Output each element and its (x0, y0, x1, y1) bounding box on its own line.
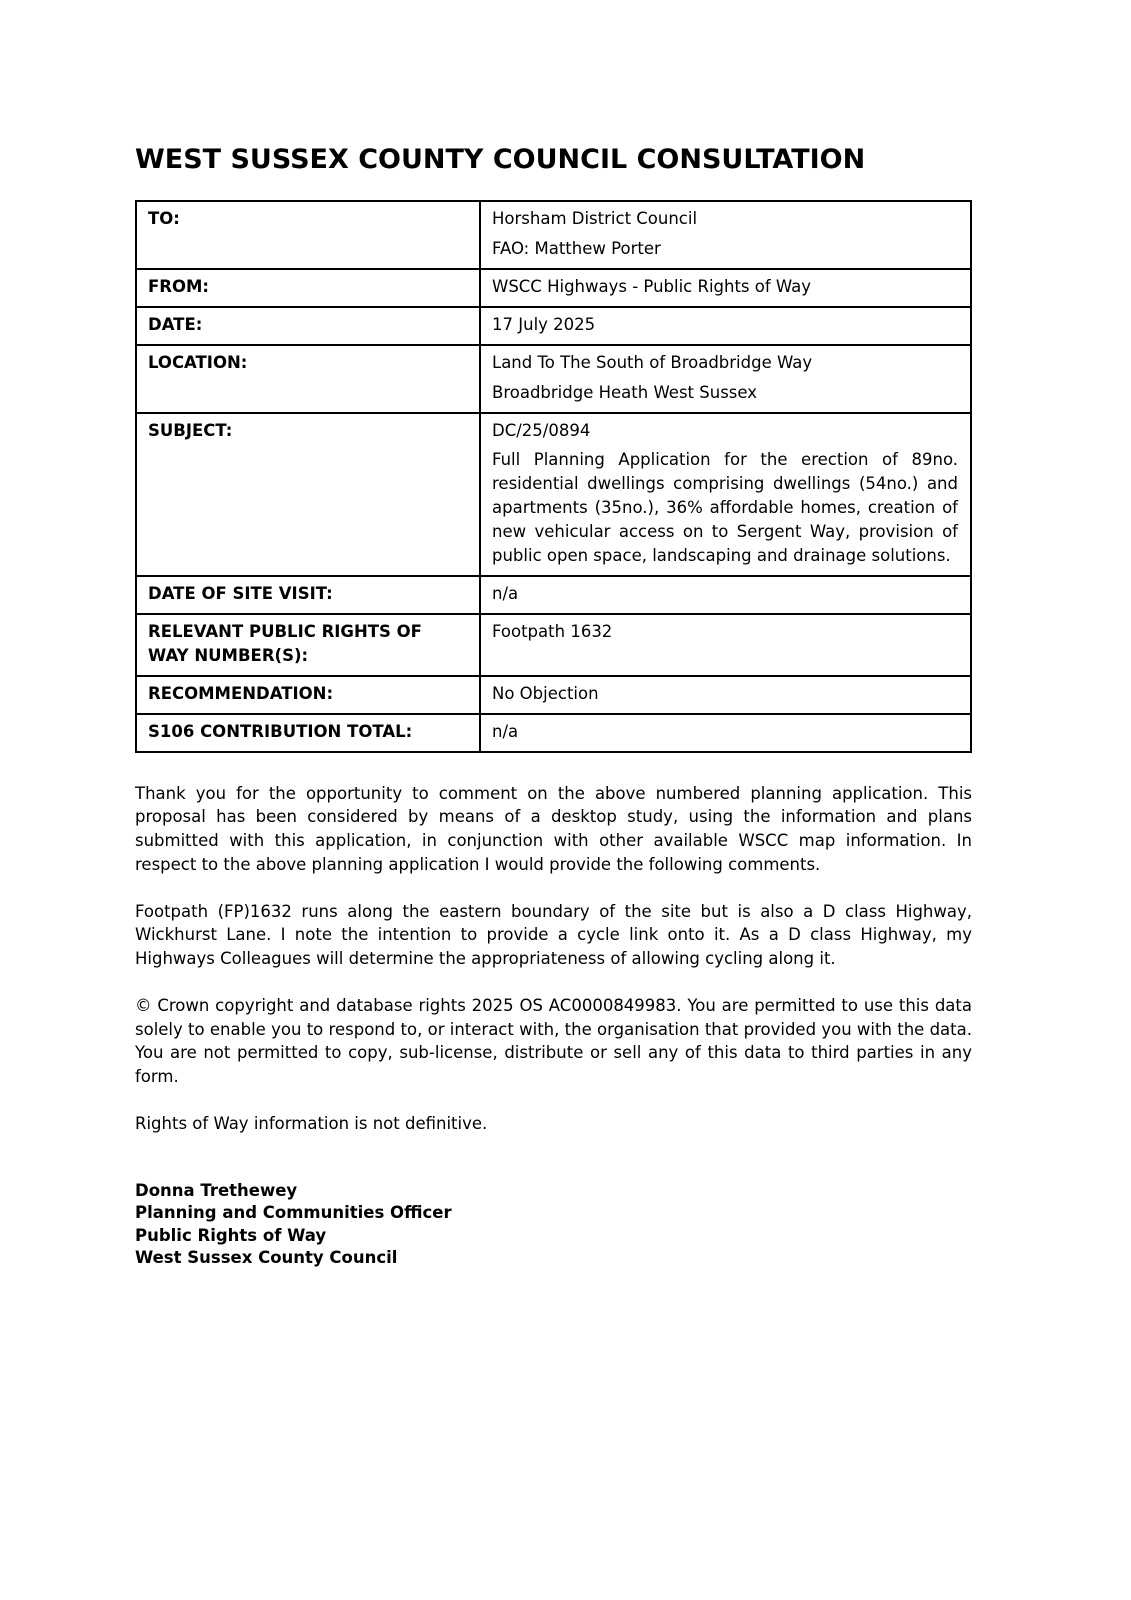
row-value-location (480, 345, 971, 413)
consultation-table (135, 200, 972, 753)
row-value-date (480, 307, 971, 345)
row-label-date: DATE: (136, 307, 480, 345)
table-row-prow-numbers (136, 614, 971, 676)
row-label-s106: S106 CONTRIBUTION TOTAL: (136, 714, 480, 752)
value-line: 17 July 2025 (492, 314, 596, 334)
signature-block (135, 1180, 972, 1270)
table-row-recommendation (136, 676, 971, 714)
row-label-from: FROM: (136, 269, 480, 307)
table-row-from (136, 269, 971, 307)
signature-department: Public Rights of Way (135, 1225, 327, 1245)
row-value-site-visit (480, 576, 971, 614)
document-content (135, 144, 972, 1269)
table-row-date (136, 307, 971, 345)
value-line: n/a (492, 584, 519, 604)
table-row-to (136, 201, 971, 269)
row-value-recommendation (480, 676, 971, 714)
page-title: WEST SUSSEX COUNTY COUNCIL CONSULTATION (135, 144, 866, 175)
body-paragraph-copyright: © Crown copyright and database rights 2025 OS AC0000849983. You are permitted to use this data solely to enable you to respond to, or interact with, the organisation that provided you with the data. You are not permitted to copy, sub-license, distribute or sell any of this data to third parties in any form. (135, 995, 972, 1087)
value-line: WSCC Highways - Public Rights of Way (492, 276, 812, 296)
table-row-location (136, 345, 971, 413)
value-line: No Objection (492, 683, 599, 703)
value-line: DC/25/0894 (492, 420, 591, 440)
row-value-s106 (480, 714, 971, 752)
row-label-site-visit: DATE OF SITE VISIT: (136, 576, 480, 614)
table-row-s106 (136, 714, 971, 752)
value-line: FAO: Matthew Porter (492, 238, 661, 258)
signature-name: Donna Trethewey (135, 1180, 298, 1200)
body-paragraph-disclaimer: Rights of Way information is not definitive. (135, 1113, 488, 1133)
row-label-recommendation: RECOMMENDATION: (136, 676, 480, 714)
row-label-to: TO: (136, 201, 480, 269)
row-value-to (480, 201, 971, 269)
row-value-prow-numbers (480, 614, 971, 676)
signature-role: Planning and Communities Officer (135, 1203, 452, 1223)
letter-body (135, 782, 972, 1136)
row-value-subject (480, 413, 971, 577)
value-line: Broadbridge Heath West Sussex (492, 382, 758, 402)
value-line: Land To The South of Broadbridge Way (492, 352, 813, 372)
row-value-from (480, 269, 971, 307)
value-line: n/a (492, 721, 519, 741)
table-row-site-visit (136, 576, 971, 614)
value-line: Horsham District Council (492, 209, 698, 228)
body-paragraph-intro: Thank you for the opportunity to comment on the above numbered planning application. This proposal has been considered by means of a desktop study, using the information and plans submitted with this application, in conjunction with other available WSCC map information. In respect to the above planning application I would provide the following comments. (135, 783, 972, 874)
signature-organisation: West Sussex County Council (135, 1247, 398, 1267)
value-line: Footpath 1632 (492, 621, 613, 641)
row-label-location: LOCATION: (136, 345, 480, 413)
row-label-prow-numbers: RELEVANT PUBLIC RIGHTS OF WAY NUMBER(S): (136, 614, 480, 676)
value-line: Full Planning Application for the erection of 89no. residential dwellings comprising dwellings (54no.) and apartments (35no.), 36% affordable homes, creation of new vehicular access on to Sergent Way, provision of public open space, landscaping and drainage solutions. (492, 450, 958, 566)
row-label-subject: SUBJECT: (136, 413, 480, 577)
table-row-subject (136, 413, 971, 577)
body-paragraph-footpath: Footpath (FP)1632 runs along the eastern boundary of the site but is also a D class Highway, Wickhurst Lane. I note the intention to provide a cycle link onto it. As a D class Highway, my Highways Colleagues will determine the appropriateness of allowing cycling along it. (135, 901, 972, 969)
